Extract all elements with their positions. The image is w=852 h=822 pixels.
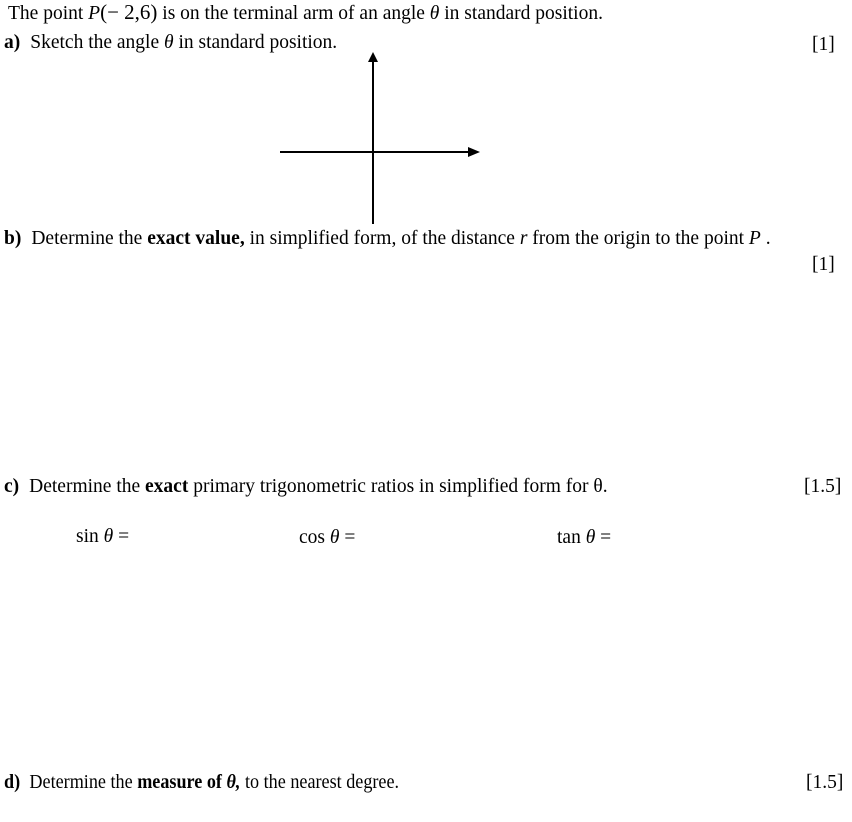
part-d-bold: measure of bbox=[137, 772, 227, 793]
part-a-label: a) bbox=[4, 32, 21, 53]
equals-sign: = bbox=[339, 527, 356, 548]
tan-ratio bbox=[557, 526, 611, 550]
sin-fn: sin bbox=[76, 526, 99, 547]
equals-sign: = bbox=[595, 527, 612, 548]
cos-fn: cos bbox=[299, 527, 325, 548]
equals-sign: = bbox=[113, 526, 130, 547]
part-d-text-b: to the nearest degree. bbox=[240, 772, 400, 793]
part-a-text-a: Sketch the angle bbox=[30, 32, 164, 53]
theta-symbol: θ bbox=[585, 527, 596, 548]
theta-symbol: θ bbox=[329, 527, 340, 548]
part-b-text-d: . bbox=[760, 228, 771, 249]
part-b-label: b) bbox=[4, 228, 22, 249]
coordinate-axes-diagram bbox=[270, 48, 490, 228]
part-c-marks: [1.5] bbox=[804, 476, 842, 497]
part-b-bold: exact value, bbox=[147, 228, 245, 249]
part-d-question bbox=[4, 771, 399, 795]
cos-ratio bbox=[299, 526, 355, 550]
part-d-text-a: Determine the bbox=[29, 772, 138, 793]
intro-statement bbox=[8, 0, 603, 26]
theta-symbol: θ, bbox=[226, 772, 241, 793]
theta-symbol: θ bbox=[103, 526, 114, 547]
part-c-question bbox=[4, 475, 608, 499]
theta-symbol: θ bbox=[164, 32, 174, 53]
x-axis bbox=[280, 147, 480, 157]
tan-fn: tan bbox=[557, 527, 581, 548]
part-a-text-b: in standard position. bbox=[173, 32, 338, 53]
part-c-text-b: primary trigonometric ratios in simplified form for θ. bbox=[188, 476, 608, 497]
x-axis-arrow-icon bbox=[468, 147, 480, 157]
theta-symbol: θ bbox=[429, 3, 440, 24]
part-d-label: d) bbox=[4, 772, 21, 793]
part-b-text-c: from the origin to the point bbox=[527, 228, 749, 249]
part-a-marks: [1] bbox=[812, 34, 835, 55]
part-c-bold: exact bbox=[145, 476, 189, 497]
y-axis bbox=[368, 52, 378, 224]
intro-prefix: The point bbox=[8, 3, 89, 24]
intro-suffix-b: in standard position. bbox=[439, 3, 603, 24]
part-b-question bbox=[4, 227, 771, 251]
part-b-text-b: in simplified form, of the distance bbox=[244, 228, 520, 249]
part-d-marks: [1.5] bbox=[806, 772, 844, 793]
intro-suffix-a: is on the terminal arm of an angle bbox=[157, 3, 430, 24]
y-axis-arrow-icon bbox=[368, 52, 378, 62]
part-c-text-a: Determine the bbox=[29, 476, 146, 497]
point-name: P bbox=[88, 3, 101, 24]
part-c-label: c) bbox=[4, 476, 20, 497]
var-p: P bbox=[748, 228, 761, 249]
var-r: r bbox=[519, 228, 528, 249]
sin-ratio bbox=[76, 525, 129, 549]
point-coords: (− 2,6) bbox=[100, 0, 158, 24]
part-b-marks: [1] bbox=[812, 254, 835, 275]
part-b-text-a: Determine the bbox=[31, 228, 148, 249]
